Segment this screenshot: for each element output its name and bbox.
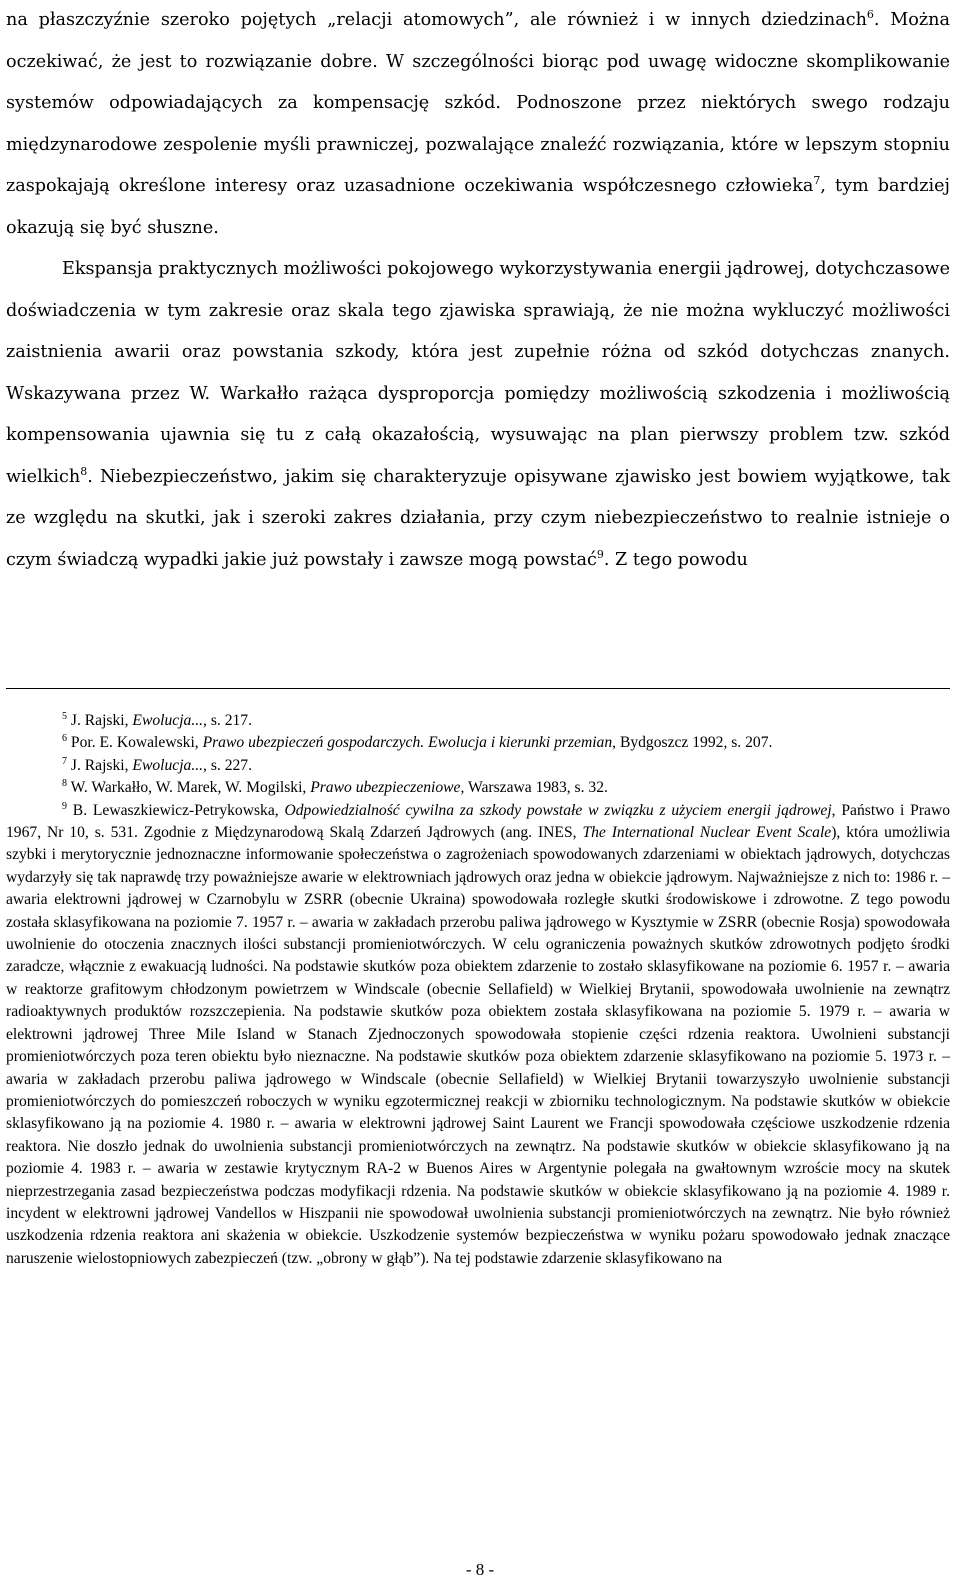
footnote-ref: 9: [62, 800, 67, 812]
footnote-ref: 8: [80, 464, 88, 478]
text-run: B. Lewaszkiewicz-Petrykowska,: [67, 801, 285, 819]
text-run: , Warszawa 1983, s. 32.: [460, 779, 608, 797]
footnote-7: [6, 755, 950, 777]
text-run: , Bydgoszcz 1992, s. 207.: [612, 734, 773, 752]
footnote-ref: 5: [62, 710, 67, 722]
text-run: , s. 227.: [203, 756, 252, 774]
text-run: . Niebezpieczeństwo, jakim się charakteryzuje opisywane zjawisko jest bowiem wyjątkowe, tak ze względu na skutki, jak i szeroki zakres działania, przy czym niebezpieczeństwo to realnie istnieje o czym świadczą wypadki jakie już powstały i zawsze mogą powstać: [6, 466, 950, 570]
text-run: , s. 217.: [203, 712, 252, 729]
footnote-ref: 7: [813, 174, 821, 188]
italic-title: Ewolucja...: [132, 712, 204, 729]
footnote-ref: 7: [62, 755, 67, 767]
footnotes: [6, 710, 950, 1270]
text-run: . Można oczekiwać, że jest to rozwiązanie dobre. W szczególności biorąc pod uwagę widoczne skomplikowanie systemów odpowiadających za kompensację szkód. Podnoszone przez niektórych swego rodzaju międzynarodowe zespolenie myśli prawniczej, pozwalające znaleźć rozwiązania, które w lepszym stopniu zaspokajają określone interesy oraz uzasadnione oczekiwania współczesnego człowieka: [6, 10, 950, 196]
footnote-ref: 8: [62, 778, 67, 790]
text-run: , Państwo i Prawo 1967, Nr 10, s. 531. Zgodnie z Międzynarodową Skalą Zdarzeń Jądrowych (ang. INES,: [6, 801, 950, 842]
italic-title: The International Nuclear Event Scale: [582, 824, 832, 842]
footnote-6: [6, 732, 950, 754]
text-run: na płaszczyźnie szeroko pojętych „relacji atomowych”, ale również i w innych dziedzinach: [6, 10, 867, 30]
footnote-9: [6, 800, 950, 1271]
text-run: , tym bardziej okazują się być słuszne.: [6, 176, 950, 238]
italic-title: Prawo ubezpieczeń gospodarczych. Ewolucja i kierunki przemian: [202, 734, 613, 752]
footnote-8: [6, 777, 950, 799]
text-run: Ekspansja praktycznych możliwości pokojowego wykorzystywania energii jądrowej, dotychczasowe doświadczenia w tym zakresie oraz skala tego zjawiska sprawiają, że nie można wykluczyć możliwości zaistnienia awarii oraz powstania szkody, która jest zupełnie różna od szkód dotychczas znanych. Wskazywana przez W. Warkałło rażąca dysproporcja pomiędzy możliwością szkodzenia i możliwością kompensowania ujawnia się tu z całą okazałością, wysuwając na plan pierwszy problem tzw. szkód wielkich: [6, 259, 950, 487]
text-run: J. Rajski,: [67, 756, 133, 774]
footnote-ref: 6: [62, 733, 67, 745]
text-run: ), która umożliwia szybki i merytorycznie jednoznaczne informowanie społeczeństwa o zagrożeniach spowodowanych zdarzeniami w obiektach jądrowych, dotychczas wydarzyły się tak naprawdę trzy poważniejsze awarie w elektrowniach jądrowych oraz jedna w obiekcie jądrowym. Najważniejsze z nich to: 1986 r. – awaria elektrowni jądrowej w Czarnobylu w ZSRR (obecnie Ukraina) spowodowała rozległe skutki środowiskowe i zdrowotne. Z tego powodu została sklasyfikowana na poziomie 7. 1957 r. – awaria w zakładach przerobu paliwa jądrowego w Kysztymie w ZSRR (obecnie Rosja) spowodowała uwolnienie do otoczenia znacznych ilości substancji promieniotwórczych. W celu ograniczenia poważnych skutków zdrowotnych podjęto środki zaradcze, włącznie z ewakuacją ludności. Na podstawie skutków poza obiektem zdarzenie to zostało sklasyfikowane na poziomie 6. 1957 r. – awaria w reaktorze grafitowym chłodzonym powietrzem w Windscale (obecnie Sellafield) w Wielkiej Brytanii, spowodowała uwolnienie na zewnątrz radioaktywnych produktów rozszczepienia. Na podstawie skutków poza obiektem została sklasyfikowana na poziomie 5. 1979 r. – awaria w elektrowni jądrowej Three Mile Island w Stanach Zjednoczonych spowodowała stopienie części rdzenia reaktora. Uwolnieni substancji promieniotwórczych poza teren obiektu było nieznaczne. Na podstawie skutków poza obiektem zdarzenie sklasyfikowano na poziomie 5. 1973 r. – awaria w zakładach przerobu paliwa jądrowego w Windscale (obecnie Sellafield) w Wielkiej Brytanii towarzyszyło uwolnienie substancji promieniotwórczych do pomieszczeń roboczych w wyniku egzotermicznej reakcji w zbiorniku technologicznym. Na podstawie skutków w obiekcie sklasyfikowano ją na poziomie 4. 1980 r. – awaria w elektrowni jądrowej Saint Laurent we Francji spowodowała częściowe uszkodzenie rdzenia reaktora. Nie doszło jednak do uwolnienia substancji promieniotwórczych na zewnątrz. Na podstawie skutków w obiekcie sklasyfikowano ją na poziomie 4. 1983 r. – awaria w zestawie krytycznym RA-2 w Buenos Aires w Argentynie polegała na gwałtownym wzroście mocy na skutek nieprzestrzegania zasad bezpieczeństwa podczas modyfikacji rdzenia. Na podstawie skutków w obiekcie sklasyfikowano ją na poziomie 4. 1989 r. incydent w elektrowni jądrowej Vandellos w Hiszpanii nie spowodował uwolnienia substancji promieniotwórczych na zewnątrz. Nie było również uszkodzenia rdzenia reaktora ani skażenia w obiekcie. Uszkodzenie systemów bezpieczeństwa w wyniku pożaru spowodowało jednak znaczące naruszenie wielostopniowych zabezpieczeń (tzw. „obrony w głąb”). Na tej podstawie zdarzenie sklasyfikowano na: [6, 824, 950, 1267]
italic-title: Ewolucja...: [132, 756, 204, 774]
paragraph-2: [6, 249, 950, 581]
page-number: - 8 -: [465, 1560, 495, 1579]
footnote-separator: [6, 688, 950, 689]
text-run: . Z tego powodu: [603, 549, 748, 570]
footnote-5: [6, 710, 950, 732]
footnote-ref: 9: [596, 547, 604, 561]
text-run: J. Rajski,: [67, 712, 133, 729]
italic-title: Prawo ubezpieczeniowe: [310, 779, 461, 797]
body-text: [6, 0, 950, 581]
footnote-ref: 6: [866, 8, 874, 22]
text-run: W. Warkałło, W. Marek, W. Mogilski,: [67, 779, 311, 797]
paragraph-1: [6, 0, 950, 249]
italic-title: Odpowiedzialność cywilna za szkody powstałe w związku z użyciem energii jądrowej: [284, 801, 832, 819]
text-run: Por. E. Kowalewski,: [67, 734, 203, 752]
